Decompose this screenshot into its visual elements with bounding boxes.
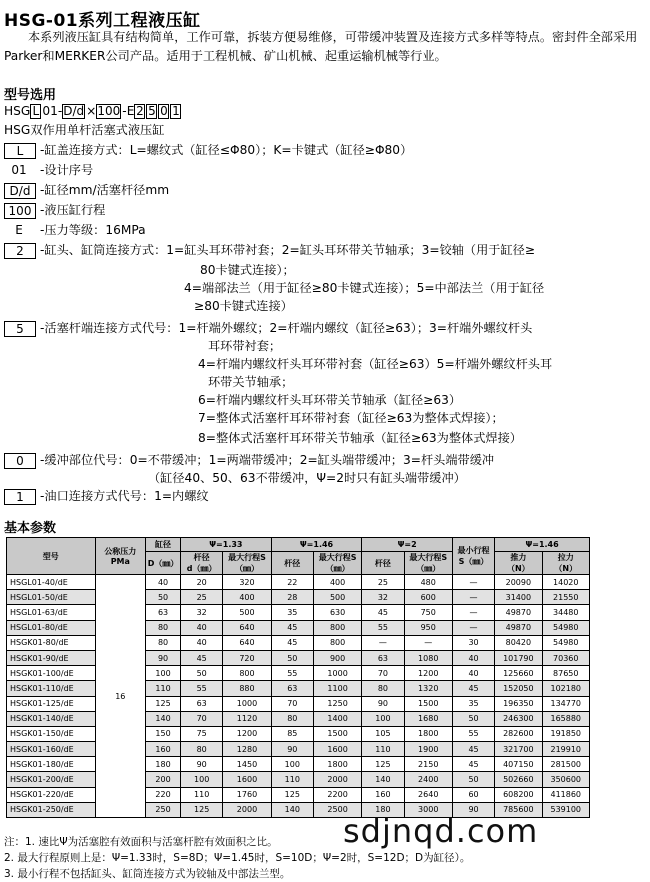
value-cell: 50 <box>146 590 181 605</box>
value-cell: 180 <box>146 757 181 772</box>
value-cell: 219910 <box>542 742 589 757</box>
value-cell: 45 <box>452 681 494 696</box>
value-cell: 640 <box>223 620 271 635</box>
value-cell: 640 <box>223 635 271 650</box>
item-code: E <box>15 223 23 237</box>
value-cell: 191850 <box>542 726 589 741</box>
item-desc-cont: 4=端部法兰（用于缸径≥80卡键式连接）；5=中部法兰（用于缸径 <box>184 281 545 295</box>
value-cell: 785600 <box>495 802 542 817</box>
value-cell: 321700 <box>495 742 542 757</box>
pressure-cell: 16 <box>95 575 145 818</box>
value-cell: 35 <box>452 696 494 711</box>
value-cell: 152050 <box>495 681 542 696</box>
value-cell: 102180 <box>542 681 589 696</box>
value-cell: 500 <box>223 605 271 620</box>
value-cell: 2400 <box>404 772 452 787</box>
table-row <box>7 650 590 665</box>
value-cell: 87650 <box>542 666 589 681</box>
value-cell: 54980 <box>542 620 589 635</box>
item-desc: -缸径mm/活塞杆径mm <box>40 183 170 197</box>
item-desc-cont: 80卡键式连接）； <box>200 263 295 277</box>
value-cell: 502660 <box>495 772 542 787</box>
watermark: sdjnqd.com <box>343 812 539 850</box>
value-cell: 40 <box>452 666 494 681</box>
value-cell: 720 <box>223 650 271 665</box>
value-cell: 400 <box>313 575 361 590</box>
value-cell: 539100 <box>542 802 589 817</box>
value-cell: 125 <box>362 757 404 772</box>
code-box-0: 0 <box>160 104 168 118</box>
value-cell: 60 <box>452 787 494 802</box>
value-cell: 75 <box>181 726 223 741</box>
value-cell: 100 <box>181 772 223 787</box>
value-cell: 90 <box>181 757 223 772</box>
value-cell: 1120 <box>223 711 271 726</box>
value-cell: 3000 <box>404 802 452 817</box>
header-psi146: Ψ=1.46 <box>271 538 362 552</box>
model-cell: HSGL01-80/dE <box>7 620 96 635</box>
value-cell: 2500 <box>313 802 361 817</box>
value-cell: 40 <box>146 575 181 590</box>
table-row <box>7 711 590 726</box>
value-cell: 50 <box>271 650 313 665</box>
value-cell: 100 <box>146 666 181 681</box>
value-cell: 63 <box>362 650 404 665</box>
value-cell: 22 <box>271 575 313 590</box>
value-cell: 750 <box>404 605 452 620</box>
table-row <box>7 681 590 696</box>
code-box-l: L <box>30 104 41 119</box>
header-pull: 拉力 （N） <box>542 552 589 575</box>
item-desc: -缸头、缸筒连接方式：1=缸头耳环带衬套；2=缸头耳环带关节轴承；3=铰轴（用于缸径≥ <box>40 243 536 257</box>
value-cell: 125 <box>146 696 181 711</box>
header-model: 型号 <box>7 538 96 575</box>
model-cell: HSGK01-200/dE <box>7 772 96 787</box>
value-cell: 55 <box>452 726 494 741</box>
value-cell: 250 <box>146 802 181 817</box>
value-cell: 600 <box>404 590 452 605</box>
value-cell: 49870 <box>495 605 542 620</box>
model-cell: HSGK01-80/dE <box>7 635 96 650</box>
table-row <box>7 772 590 787</box>
header-max-stroke: 最大行程S （㎜） <box>313 552 361 575</box>
value-cell: 80 <box>271 711 313 726</box>
value-cell: 2640 <box>404 787 452 802</box>
value-cell: 150 <box>146 726 181 741</box>
value-cell: 2200 <box>313 787 361 802</box>
value-cell: 160 <box>362 787 404 802</box>
value-cell: 20 <box>181 575 223 590</box>
value-cell: — <box>452 590 494 605</box>
value-cell: 500 <box>313 590 361 605</box>
value-cell: 1450 <box>223 757 271 772</box>
table-row <box>7 726 590 741</box>
value-cell: 1500 <box>313 726 361 741</box>
value-cell: 45 <box>181 650 223 665</box>
value-cell: 80 <box>146 620 181 635</box>
value-cell: 950 <box>404 620 452 635</box>
table-row <box>7 666 590 681</box>
params-table-body <box>7 575 590 818</box>
value-cell: 45 <box>362 605 404 620</box>
value-cell: 110 <box>146 681 181 696</box>
item-code: 1 <box>4 489 36 505</box>
value-cell: 281500 <box>542 757 589 772</box>
value-cell: 55 <box>362 620 404 635</box>
value-cell: 40 <box>452 650 494 665</box>
value-cell: 800 <box>313 620 361 635</box>
value-cell: 1000 <box>223 696 271 711</box>
item-desc: -缸盖连接方式：L=螺纹式（缸径≤Φ80）；K=卡键式（缸径≥Φ80） <box>40 143 413 157</box>
header-bore: 缸径 <box>146 538 181 552</box>
table-row <box>7 757 590 772</box>
value-cell: 70 <box>271 696 313 711</box>
item-code: 100 <box>4 203 36 219</box>
value-cell: 125660 <box>495 666 542 681</box>
value-cell: 110 <box>181 787 223 802</box>
value-cell: 2000 <box>223 802 271 817</box>
item-code: 01 <box>11 163 27 177</box>
code-box-stroke: 100 <box>97 104 121 118</box>
model-cell: HSGL01-50/dE <box>7 590 96 605</box>
item-desc-cont: 8=整体式活塞杆耳环带关节轴承（缸径≥63为整体式焊接） <box>198 431 522 445</box>
value-cell: 480 <box>404 575 452 590</box>
table-row <box>7 590 590 605</box>
value-cell: 55 <box>271 666 313 681</box>
intro-paragraph: 本系列液压缸具有结构简单，工作可靠，拆装方便易维修，可带缓冲装置及连接方式多样等特点。密封件全部采用Parker和MERKER公司产品。适用于工程机械、矿山机械、起重运输机械等行业。 <box>4 30 638 63</box>
value-cell: 20090 <box>495 575 542 590</box>
value-cell: 246300 <box>495 711 542 726</box>
value-cell: 125 <box>181 802 223 817</box>
code-box-2: 2 <box>136 104 144 118</box>
value-cell: 608200 <box>495 787 542 802</box>
value-cell: 900 <box>313 650 361 665</box>
value-cell: 45 <box>271 620 313 635</box>
value-cell: 1900 <box>404 742 452 757</box>
value-cell: 110 <box>271 772 313 787</box>
value-cell: 80420 <box>495 635 542 650</box>
value-cell: 200 <box>146 772 181 787</box>
item-desc-cont: ≥80卡键式连接） <box>194 299 293 313</box>
value-cell: 320 <box>223 575 271 590</box>
model-cell: HSGL01-40/dE <box>7 575 96 590</box>
value-cell: 800 <box>223 666 271 681</box>
value-cell: 80 <box>362 681 404 696</box>
value-cell: 70360 <box>542 650 589 665</box>
model-subtitle: HSG双作用单杆活塞式液压缸 <box>4 123 165 137</box>
header-rod: 杆径 d（㎜） <box>181 552 223 575</box>
value-cell: 140 <box>271 802 313 817</box>
value-cell: 165880 <box>542 711 589 726</box>
item-desc-cont: 耳环带衬套； <box>208 339 282 353</box>
table-row <box>7 620 590 635</box>
item-desc-cont: 环带关节轴承； <box>208 375 294 389</box>
value-cell: 1320 <box>404 681 452 696</box>
value-cell: 45 <box>452 742 494 757</box>
value-cell: 90 <box>452 802 494 817</box>
table-row <box>7 742 590 757</box>
header-pressure: 公称压力 PMa <box>95 538 145 575</box>
header-max-stroke: 最大行程S （㎜） <box>404 552 452 575</box>
value-cell: 80 <box>181 742 223 757</box>
value-cell: 1100 <box>313 681 361 696</box>
value-cell: 49870 <box>495 620 542 635</box>
model-cell: HSGK01-140/dE <box>7 711 96 726</box>
value-cell: 70 <box>181 711 223 726</box>
value-cell: 105 <box>362 726 404 741</box>
item-desc: -压力等级：16MPa <box>40 223 146 237</box>
item-desc-cont: 7=整体式活塞杆耳环带衬套（缸径≥63为整体式焊接）； <box>198 411 504 425</box>
model-cell: HSGK01-125/dE <box>7 696 96 711</box>
model-cell: HSGK01-180/dE <box>7 757 96 772</box>
value-cell: 1080 <box>404 650 452 665</box>
value-cell: 407150 <box>495 757 542 772</box>
item-code: 2 <box>4 243 36 259</box>
value-cell: 90 <box>271 742 313 757</box>
code-box-1: 1 <box>172 104 180 118</box>
item-desc-cont: （缸径40、50、63不带缓冲，Ψ=2时只有缸头端带缓冲） <box>148 471 466 485</box>
model-cell: HSGK01-150/dE <box>7 726 96 741</box>
basic-params-heading: 基本参数 <box>4 521 57 536</box>
model-cell: HSGK01-90/dE <box>7 650 96 665</box>
item-desc: -活塞杆端连接方式代号：1=杆端外螺纹；2=杆端内螺纹（缸径≥63）；3=杆端外螺纹杆头 <box>40 321 533 335</box>
value-cell: — <box>452 620 494 635</box>
value-cell: 32 <box>362 590 404 605</box>
table-row <box>7 696 590 711</box>
item-code: D/d <box>4 183 36 199</box>
value-cell: — <box>452 575 494 590</box>
model-cell: HSGK01-250/dE <box>7 802 96 817</box>
value-cell: 54980 <box>542 635 589 650</box>
value-cell: 50 <box>181 666 223 681</box>
item-code: 0 <box>4 453 36 469</box>
value-cell: 85 <box>271 726 313 741</box>
item-desc-cont: 6=杆端内螺纹杆头耳环带关节轴承（缸径≥63） <box>198 393 462 407</box>
value-cell: 1200 <box>223 726 271 741</box>
value-cell: 25 <box>362 575 404 590</box>
value-cell: 1760 <box>223 787 271 802</box>
item-desc-cont: 4=杆端内螺纹杆头耳环带衬套（缸径≥63）5=杆端外螺纹杆头耳 <box>198 357 553 371</box>
value-cell: 880 <box>223 681 271 696</box>
value-cell: 55 <box>181 681 223 696</box>
value-cell: 30 <box>452 635 494 650</box>
table-row <box>7 635 590 650</box>
note-line: 3. 最小行程不包括缸头、缸筒连接方式为铰轴及中部法兰型。 <box>4 868 291 880</box>
item-code: L <box>4 143 36 159</box>
value-cell: 80 <box>146 635 181 650</box>
model-cell: HSGL01-63/dE <box>7 605 96 620</box>
model-code: HSG L 01-D/d ×100 -E 2 5 0 1 <box>4 104 180 118</box>
params-table <box>6 537 590 818</box>
value-cell: 800 <box>313 635 361 650</box>
note-line: 2. 最大行程原则上是：Ψ=1.33时，S=8D；Ψ=1.45时，S=10D；Ψ=2时，S=12D；D为缸径）。 <box>4 852 471 864</box>
value-cell: 140 <box>146 711 181 726</box>
value-cell: 1600 <box>313 742 361 757</box>
model-cell: HSGK01-160/dE <box>7 742 96 757</box>
value-cell: 90 <box>146 650 181 665</box>
header-bore-unit: D（㎜） <box>146 552 181 575</box>
value-cell: 282600 <box>495 726 542 741</box>
value-cell: 32 <box>181 605 223 620</box>
value-cell: 63 <box>146 605 181 620</box>
value-cell: 140 <box>362 772 404 787</box>
value-cell: 630 <box>313 605 361 620</box>
model-selection-heading: 型号选用 <box>4 88 57 103</box>
value-cell: 2150 <box>404 757 452 772</box>
value-cell: — <box>362 635 404 650</box>
value-cell: — <box>452 605 494 620</box>
value-cell: 1800 <box>404 726 452 741</box>
value-cell: 31400 <box>495 590 542 605</box>
value-cell: 34480 <box>542 605 589 620</box>
value-cell: 63 <box>181 696 223 711</box>
value-cell: — <box>404 635 452 650</box>
value-cell: 100 <box>362 711 404 726</box>
item-desc: -油口连接方式代号：1=内螺纹 <box>40 489 209 503</box>
value-cell: 35 <box>271 605 313 620</box>
value-cell: 50 <box>452 711 494 726</box>
value-cell: 350600 <box>542 772 589 787</box>
value-cell: 1000 <box>313 666 361 681</box>
value-cell: 1500 <box>404 696 452 711</box>
value-cell: 25 <box>181 590 223 605</box>
code-box-5: 5 <box>148 104 156 118</box>
value-cell: 1800 <box>313 757 361 772</box>
value-cell: 1200 <box>404 666 452 681</box>
value-cell: 1400 <box>313 711 361 726</box>
value-cell: 70 <box>362 666 404 681</box>
value-cell: 100 <box>271 757 313 772</box>
header-min-stroke: 最小行程 S（㎜） <box>452 538 494 575</box>
value-cell: 1250 <box>313 696 361 711</box>
value-cell: 411860 <box>542 787 589 802</box>
value-cell: 28 <box>271 590 313 605</box>
item-desc: -缓冲部位代号：0=不带缓冲；1=两端带缓冲；2=缸头端带缓冲；3=杆头端带缓冲 <box>40 453 495 467</box>
value-cell: 50 <box>452 772 494 787</box>
value-cell: 220 <box>146 787 181 802</box>
value-cell: 45 <box>271 635 313 650</box>
value-cell: 1600 <box>223 772 271 787</box>
value-cell: 90 <box>362 696 404 711</box>
header-rod: 杆径 <box>271 552 313 575</box>
item-code: 5 <box>4 321 36 337</box>
item-desc: -设计序号 <box>40 163 94 177</box>
header-psi2: Ψ=2 <box>362 538 453 552</box>
value-cell: 134770 <box>542 696 589 711</box>
value-cell: 1280 <box>223 742 271 757</box>
value-cell: 45 <box>452 757 494 772</box>
value-cell: 40 <box>181 635 223 650</box>
value-cell: 110 <box>362 742 404 757</box>
table-row <box>7 605 590 620</box>
note-line: 注：1. 速比Ψ为活塞腔有效面积与活塞杆腔有效面积之比。 <box>4 836 278 848</box>
model-cell: HSGK01-220/dE <box>7 787 96 802</box>
value-cell: 40 <box>181 620 223 635</box>
value-cell: 125 <box>271 787 313 802</box>
value-cell: 196350 <box>495 696 542 711</box>
table-row <box>7 787 590 802</box>
value-cell: 21550 <box>542 590 589 605</box>
table-row <box>7 575 590 590</box>
item-desc: -液压缸行程 <box>40 203 106 217</box>
value-cell: 101790 <box>495 650 542 665</box>
value-cell: 2000 <box>313 772 361 787</box>
header-max-stroke: 最大行程S （㎜） <box>223 552 271 575</box>
page-title: HSG-01系列工程液压缸 <box>4 11 201 31</box>
header-push: 推力 （N） <box>495 552 542 575</box>
model-cell: HSGK01-100/dE <box>7 666 96 681</box>
value-cell: 1680 <box>404 711 452 726</box>
code-box-dd: D/d <box>63 104 85 118</box>
header-rod: 杆径 <box>362 552 404 575</box>
value-cell: 14020 <box>542 575 589 590</box>
header-psi133: Ψ=1.33 <box>181 538 272 552</box>
value-cell: 400 <box>223 590 271 605</box>
value-cell: 160 <box>146 742 181 757</box>
value-cell: 180 <box>362 802 404 817</box>
header-psi146b: Ψ=1.46 <box>495 538 590 552</box>
value-cell: 63 <box>271 681 313 696</box>
model-cell: HSGK01-110/dE <box>7 681 96 696</box>
